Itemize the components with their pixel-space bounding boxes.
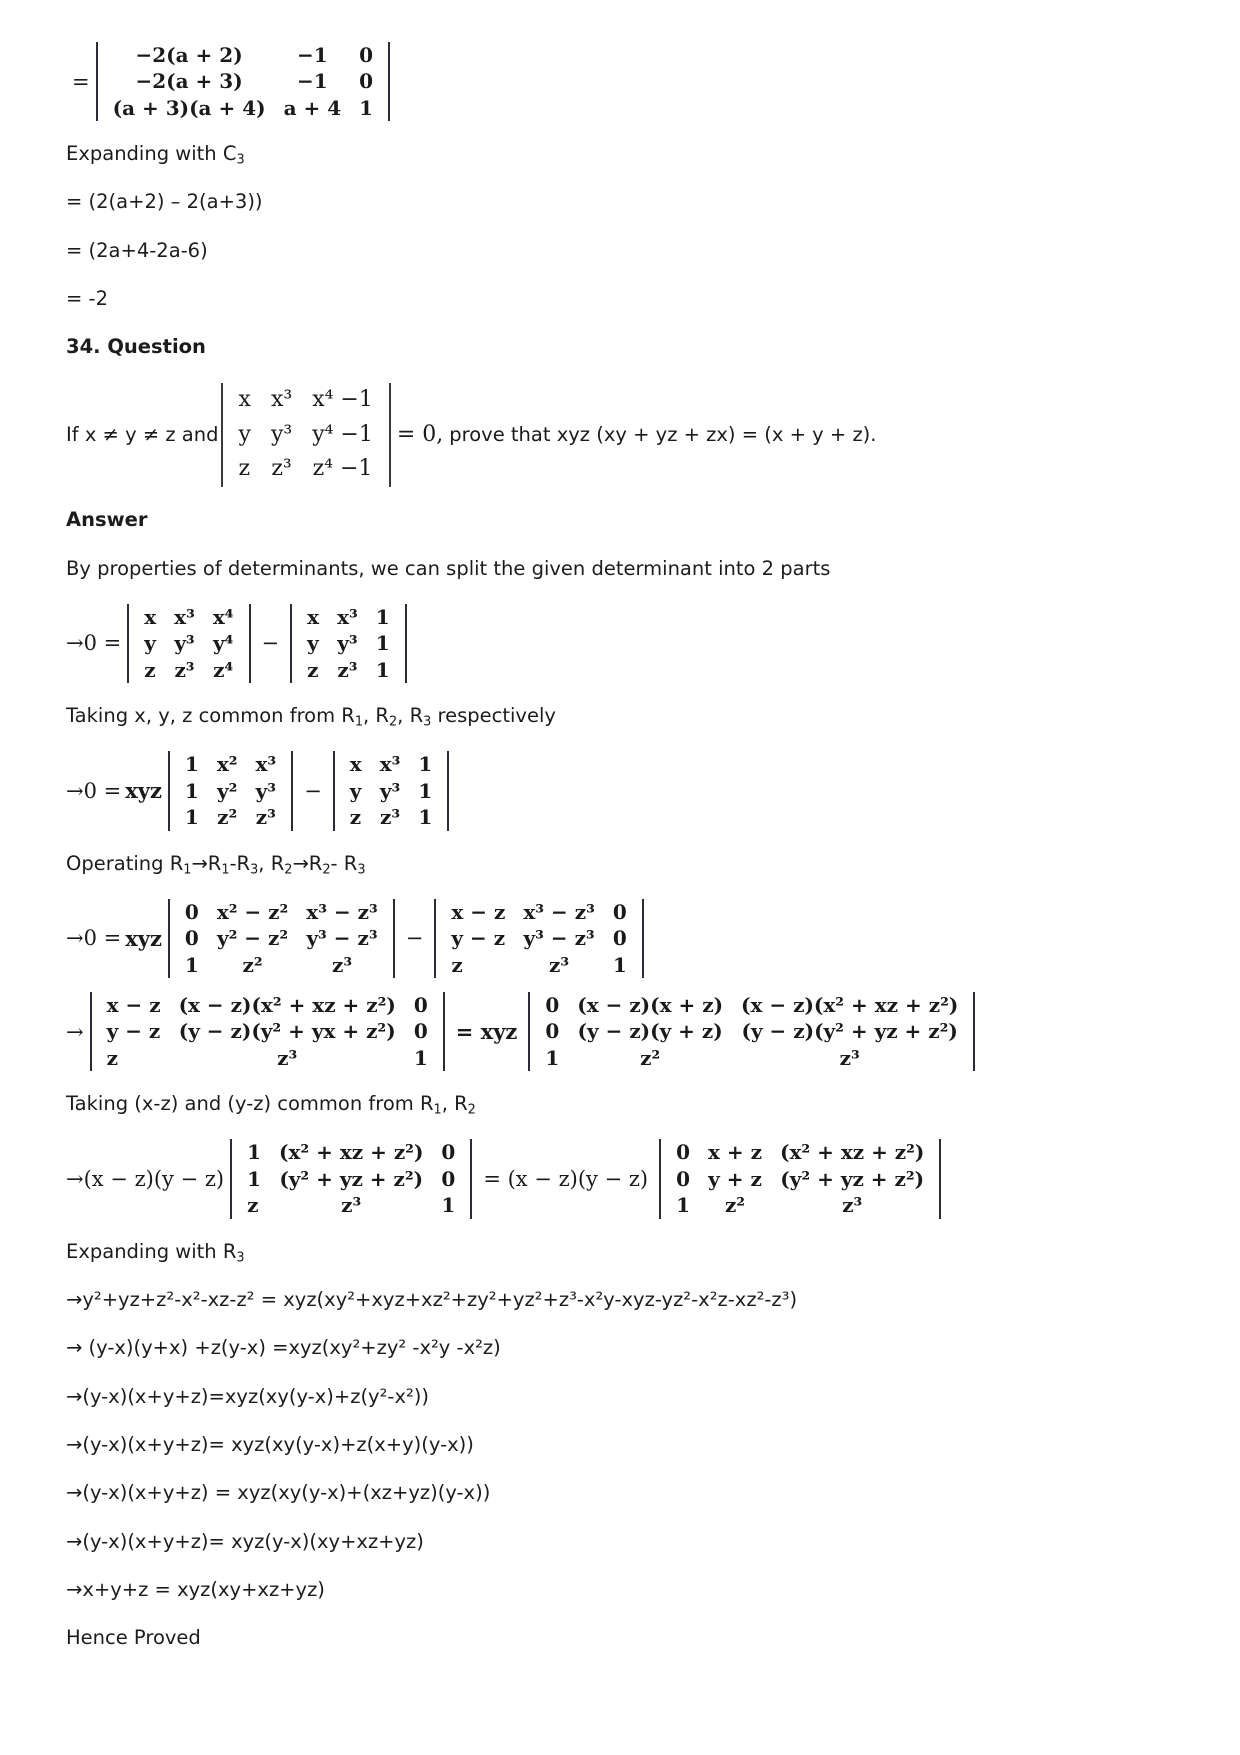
matrix-cell: x³: [337, 604, 358, 629]
matrix-cell: y³ − z³: [523, 926, 595, 951]
matrix-cell: y: [349, 778, 362, 803]
matrix-cell: y²: [216, 778, 238, 803]
matrix-cell: z: [144, 657, 156, 682]
expanding-c3-label: Expanding with C: [66, 142, 237, 166]
matrix-cell: z²: [242, 952, 263, 977]
subscript-1: 1: [354, 714, 364, 730]
determinant-right-bar: [443, 992, 445, 1071]
matrix-cell: y⁴: [213, 631, 234, 656]
operating-c: -R: [229, 851, 251, 875]
taking-xz-a: Taking (x-z) and (y-z) common from R: [66, 1092, 434, 1116]
table-row: [341, 804, 442, 830]
matrix-table: [229, 383, 383, 487]
answer-intro-text: By properties of determinants, we can split the given determinant into 2 parts: [66, 556, 831, 580]
determinant-right-bar: [447, 751, 449, 830]
matrix-cell: x³: [270, 386, 293, 412]
determinant-right-bar: [405, 604, 407, 683]
common-left-determinant: [230, 1139, 472, 1218]
final-line-1: →y²+yz+z²-x²-xz-z² = xyz(xy²+xyz+xz²+zy²+yz²+z³-x²y-xyz-yz²-x²z-xz²-z³): [66, 1287, 798, 1311]
matrix-cell: z³: [842, 1193, 863, 1218]
matrix-cell: z³: [337, 657, 358, 682]
determinant-right-bar: [388, 42, 390, 121]
matrix-cell: 1: [545, 1045, 560, 1070]
factored-left-determinant: [90, 992, 445, 1071]
table-row: [104, 68, 382, 94]
minus-operator: −: [304, 778, 322, 803]
equals-xz-yz: = (x − z)(y − z): [483, 1167, 649, 1192]
table-row: [442, 952, 635, 978]
operating-b: →R: [191, 851, 222, 875]
row-operation-step: [66, 899, 1174, 978]
table-row: [667, 1192, 933, 1218]
matrix-cell: x² − z²: [216, 899, 289, 924]
matrix-cell: 1: [184, 805, 199, 830]
matrix-cell: y³: [255, 778, 277, 803]
row-ops-left-determinant: [168, 899, 395, 978]
matrix-cell: a + 4: [283, 95, 342, 120]
table-row: [104, 95, 382, 121]
matrix-cell: x³ − z³: [523, 899, 595, 924]
matrix-cell: z: [451, 952, 463, 977]
determinant-left-bar: [90, 992, 92, 1071]
subscript-1: 1: [433, 1102, 442, 1118]
matrix-cell: x − z: [106, 992, 161, 1017]
xz-yz-factor-lead: →(x − z)(y − z): [66, 1167, 225, 1192]
matrix-cell: z⁴: [213, 657, 234, 682]
matrix-cell: x³: [379, 752, 401, 777]
final-line-4: →(y-x)(x+y+z)= xyz(xy(y-x)+z(x+y)(y-x)): [66, 1432, 474, 1456]
matrix-cell: 1: [375, 657, 390, 682]
equation-line-3: = -2: [66, 287, 108, 311]
subscript-2b: 2: [322, 862, 331, 878]
table-row: [104, 42, 382, 68]
matrix-cell: z: [106, 1045, 118, 1070]
determinant-right-bar: [249, 604, 251, 683]
matrix-cell: x³: [255, 752, 277, 777]
matrix-table: [298, 604, 399, 683]
matrix-cell: z²: [640, 1045, 661, 1070]
subscript-2: 2: [388, 714, 398, 730]
question-heading: 34. Question: [66, 335, 206, 359]
matrix-cell: x³ − z³: [306, 899, 378, 924]
determinant-left-bar: [528, 992, 530, 1071]
determinant-step-first: [66, 42, 1174, 121]
matrix-cell: (x² + xz + z²): [780, 1140, 925, 1165]
matrix-cell: y³: [379, 778, 401, 803]
question-statement: [66, 383, 1174, 487]
matrix-cell: −1: [297, 69, 328, 94]
matrix-table: [442, 899, 635, 978]
subscript-3: 3: [250, 862, 259, 878]
matrix-cell: 1: [184, 752, 199, 777]
table-row: [135, 630, 242, 656]
matrix-cell: (x − z)(x² + xz + z²): [178, 992, 396, 1017]
matrix-cell: (y² + yz + z²): [780, 1166, 925, 1191]
arrow-marker: →: [66, 1019, 84, 1044]
determinant-right-bar: [973, 992, 975, 1071]
matrix-cell: (y − z)(y² + yx + z²): [178, 1019, 396, 1044]
matrix-cell: 1: [413, 1045, 428, 1070]
matrix-cell: z: [349, 805, 362, 830]
table-row: [229, 383, 383, 418]
taking-common-d: respectively: [431, 704, 556, 728]
matrix-table: [98, 992, 437, 1071]
matrix-cell: y³: [337, 631, 358, 656]
determinant-left-bar: [659, 1139, 661, 1218]
matrix-cell: x − z: [451, 899, 506, 924]
matrix-cell: (x − z)(x² + xz + z²): [741, 992, 959, 1017]
table-row: [98, 992, 437, 1018]
matrix-cell: z³: [839, 1045, 860, 1070]
matrix-cell: 0: [359, 69, 374, 94]
arrow-zero-equals: →0 =: [66, 926, 122, 951]
final-line-3: →(y-x)(x+y+z)=xyz(xy(y-x)+z(y²-x²)): [66, 1384, 430, 1408]
determinant-right-bar: [470, 1139, 472, 1218]
table-row: [536, 1018, 967, 1044]
matrix-cell: 0: [413, 1019, 428, 1044]
matrix-cell: −2(a + 3): [135, 69, 243, 94]
matrix-cell: z³: [341, 1193, 362, 1218]
matrix-cell: z²: [217, 805, 238, 830]
matrix-cell: (x − z)(x + z): [577, 992, 724, 1017]
matrix-cell: x: [307, 604, 320, 629]
matrix-cell: 1: [418, 805, 433, 830]
expanding-c3-text: [66, 141, 1174, 167]
xyz-right-determinant: [333, 751, 450, 830]
matrix-cell: 1: [676, 1193, 691, 1218]
determinant-left-bar: [168, 751, 170, 830]
factored-right-determinant: [528, 992, 975, 1071]
table-row: [442, 899, 635, 925]
matrix-cell: 1: [247, 1140, 262, 1165]
matrix-cell: 0: [545, 992, 560, 1017]
determinant-left-bar: [127, 604, 129, 683]
table-row: [176, 804, 285, 830]
matrix-cell: y: [238, 421, 251, 447]
subscript-3: 3: [236, 152, 245, 168]
subscript-3: 3: [423, 714, 432, 730]
matrix-cell: 1: [418, 752, 433, 777]
table-row: [536, 1045, 967, 1071]
determinant-right-bar: [642, 899, 644, 978]
table-row: [176, 952, 387, 978]
matrix-cell: x: [144, 604, 157, 629]
table-row: [298, 604, 399, 630]
matrix-cell: (y² + yz + z²): [279, 1166, 424, 1191]
matrix-cell: y³ − z³: [306, 926, 378, 951]
matrix-cell: x⁴ −1: [312, 386, 373, 412]
matrix-cell: 0: [359, 43, 374, 67]
matrix-cell: x: [349, 752, 362, 777]
row-ops-right-determinant: [434, 899, 643, 978]
matrix-cell: x: [238, 386, 251, 412]
arrow-zero-equals: →0 =: [66, 631, 122, 656]
subscript-3: 3: [236, 1250, 245, 1266]
taking-common-a: Taking x, y, z common from R: [66, 704, 355, 728]
matrix-cell: z²: [724, 1193, 746, 1218]
matrix-cell: z³: [331, 952, 353, 977]
matrix-table: [104, 42, 382, 121]
operating-rows-text: [66, 851, 1174, 877]
table-row: [135, 657, 242, 683]
matrix-cell: z³: [549, 952, 570, 977]
matrix-cell: x²: [216, 752, 238, 777]
factored-determinant-step: [66, 992, 1174, 1071]
question-suffix: prove that xyz (xy + yz + zx) = (x + y + z).: [449, 423, 877, 447]
table-row: [341, 751, 442, 777]
matrix-cell: 1: [184, 778, 199, 803]
table-row: [442, 925, 635, 951]
matrix-cell: 0: [441, 1166, 456, 1191]
determinant-left-bar: [434, 899, 436, 978]
split-determinant-step: [66, 604, 1174, 683]
table-row: [176, 899, 387, 925]
operating-a: Operating R: [66, 851, 184, 875]
taking-common-b: , R: [363, 704, 389, 728]
matrix-cell: y: [307, 631, 319, 656]
expanding-r3-text: [66, 1239, 1174, 1265]
determinant-right-bar: [939, 1139, 941, 1218]
table-row: [98, 1018, 437, 1044]
final-line-5: →(y-x)(x+y+z) = xyz(xy(y-x)+(xz+yz)(y-x)): [66, 1481, 491, 1505]
table-row: [229, 452, 383, 487]
matrix-cell: z: [307, 657, 319, 682]
determinant-left-bar: [168, 899, 170, 978]
table-row: [135, 604, 242, 630]
xyz-left-determinant: [168, 751, 293, 830]
taking-xz-yz-text: [66, 1091, 1174, 1117]
equals-xyz: = xyz: [455, 1019, 518, 1045]
table-row: [238, 1139, 464, 1165]
taking-xz-b: , R: [441, 1092, 468, 1116]
matrix-cell: 0: [676, 1166, 691, 1191]
matrix-cell: x³: [174, 604, 195, 629]
subscript-1b: 1: [221, 862, 230, 878]
determinant-matrix: [96, 42, 390, 121]
table-row: [667, 1166, 933, 1192]
equation-line-2: = (2a+4-2a-6): [66, 238, 208, 262]
table-row: [341, 778, 442, 804]
subscript-1: 1: [183, 862, 192, 878]
matrix-cell: z: [247, 1193, 259, 1218]
matrix-cell: 0: [441, 1140, 456, 1165]
split-left-determinant: [127, 604, 250, 683]
matrix-cell: y³: [174, 631, 195, 656]
subscript-2: 2: [284, 862, 293, 878]
common-right-determinant: [659, 1139, 941, 1218]
matrix-cell: 0: [612, 899, 627, 924]
matrix-cell: z⁴ −1: [312, 456, 373, 482]
matrix-cell: x + z: [708, 1140, 762, 1165]
matrix-cell: 0: [612, 926, 627, 951]
matrix-cell: −2(a + 2): [135, 43, 243, 67]
matrix-cell: (x² + xz + z²): [279, 1140, 424, 1165]
table-row: [667, 1139, 933, 1165]
table-row: [176, 925, 387, 951]
xyz-factor: xyz: [125, 778, 162, 804]
matrix-cell: 1: [375, 631, 390, 656]
matrix-cell: z³: [255, 805, 276, 830]
matrix-cell: 1: [247, 1166, 262, 1191]
determinant-left-bar: [96, 42, 98, 121]
matrix-cell: y³: [270, 421, 293, 447]
operating-e: →R: [292, 851, 323, 875]
answer-heading: Answer: [66, 508, 148, 532]
matrix-table: [667, 1139, 933, 1218]
final-line-6: →(y-x)(x+y+z)= xyz(y-x)(xy+xz+yz): [66, 1529, 424, 1553]
table-row: [536, 992, 967, 1018]
matrix-table: [176, 751, 285, 830]
matrix-cell: 1: [375, 604, 390, 629]
matrix-cell: 1: [184, 952, 199, 977]
matrix-table: [238, 1139, 464, 1218]
subscript-2: 2: [467, 1102, 476, 1118]
matrix-cell: 1: [612, 952, 627, 977]
matrix-cell: 1: [418, 778, 433, 803]
xyz-factor: xyz: [125, 925, 162, 951]
equation-line-1: = (2(a+2) – 2(a+3)): [66, 190, 263, 214]
determinant-left-bar: [333, 751, 335, 830]
matrix-cell: z³: [271, 456, 292, 482]
final-line-2: → (y-x)(y+x) +z(y-x) =xyz(xy²+zy² -x²y -x²z): [66, 1336, 501, 1360]
matrix-cell: 0: [413, 992, 428, 1017]
table-row: [238, 1192, 464, 1218]
matrix-cell: x⁴: [212, 604, 234, 629]
determinant-left-bar: [290, 604, 292, 683]
hence-proved-text: Hence Proved: [66, 1626, 201, 1650]
taking-common-text: [66, 703, 1174, 729]
split-right-determinant: [290, 604, 407, 683]
final-line-7: →x+y+z = xyz(xy+xz+yz): [66, 1577, 325, 1601]
expanding-r3-label: Expanding with R: [66, 1239, 237, 1263]
determinant-right-bar: [291, 751, 293, 830]
table-row: [229, 418, 383, 453]
matrix-cell: (y − z)(y² + yz + z²): [741, 1019, 958, 1044]
matrix-cell: −1: [297, 43, 328, 67]
determinant-right-bar: [393, 899, 395, 978]
matrix-cell: y² − z²: [216, 926, 289, 951]
minus-operator: −: [261, 631, 280, 656]
matrix-table: [341, 751, 442, 830]
matrix-cell: 1: [441, 1193, 456, 1218]
table-row: [176, 751, 285, 777]
matrix-cell: 1: [359, 95, 374, 120]
matrix-table: [135, 604, 242, 683]
matrix-cell: z³: [174, 657, 195, 682]
matrix-cell: y⁴ −1: [312, 421, 373, 447]
xyz-split-step: [66, 751, 1174, 830]
matrix-cell: 0: [545, 1019, 560, 1044]
matrix-cell: 0: [184, 926, 199, 951]
operating-d: , R: [258, 851, 285, 875]
table-row: [298, 657, 399, 683]
table-row: [298, 630, 399, 656]
operating-f: - R: [330, 851, 358, 875]
common-factored-step: [66, 1139, 1174, 1218]
question-prefix: If x ≠ y ≠ z and: [66, 423, 219, 447]
matrix-cell: y: [144, 631, 156, 656]
matrix-table: [536, 992, 967, 1071]
table-row: [98, 1045, 437, 1071]
matrix-cell: y − z: [451, 926, 506, 951]
minus-operator: −: [405, 926, 424, 951]
question-equals-zero: = 0,: [396, 422, 444, 448]
matrix-cell: y − z: [106, 1019, 161, 1044]
equals-sign: =: [72, 69, 90, 94]
table-row: [176, 778, 285, 804]
determinant-left-bar: [230, 1139, 232, 1218]
matrix-cell: z³: [277, 1045, 298, 1070]
subscript-3b: 3: [357, 862, 366, 878]
taking-common-c: , R: [397, 704, 424, 728]
arrow-zero-equals: →0 =: [66, 778, 122, 803]
matrix-cell: (a + 3)(a + 4): [112, 95, 266, 120]
matrix-cell: z: [238, 456, 251, 482]
matrix-cell: y + z: [708, 1166, 762, 1191]
determinant-right-bar: [389, 383, 391, 487]
determinant-left-bar: [221, 383, 223, 487]
table-row: [238, 1166, 464, 1192]
matrix-cell: (y − z)(y + z): [577, 1019, 723, 1044]
matrix-cell: z³: [380, 805, 401, 830]
question-determinant: [221, 383, 391, 487]
matrix-table: [176, 899, 387, 978]
matrix-cell: 0: [184, 899, 199, 924]
matrix-cell: 0: [676, 1140, 691, 1165]
